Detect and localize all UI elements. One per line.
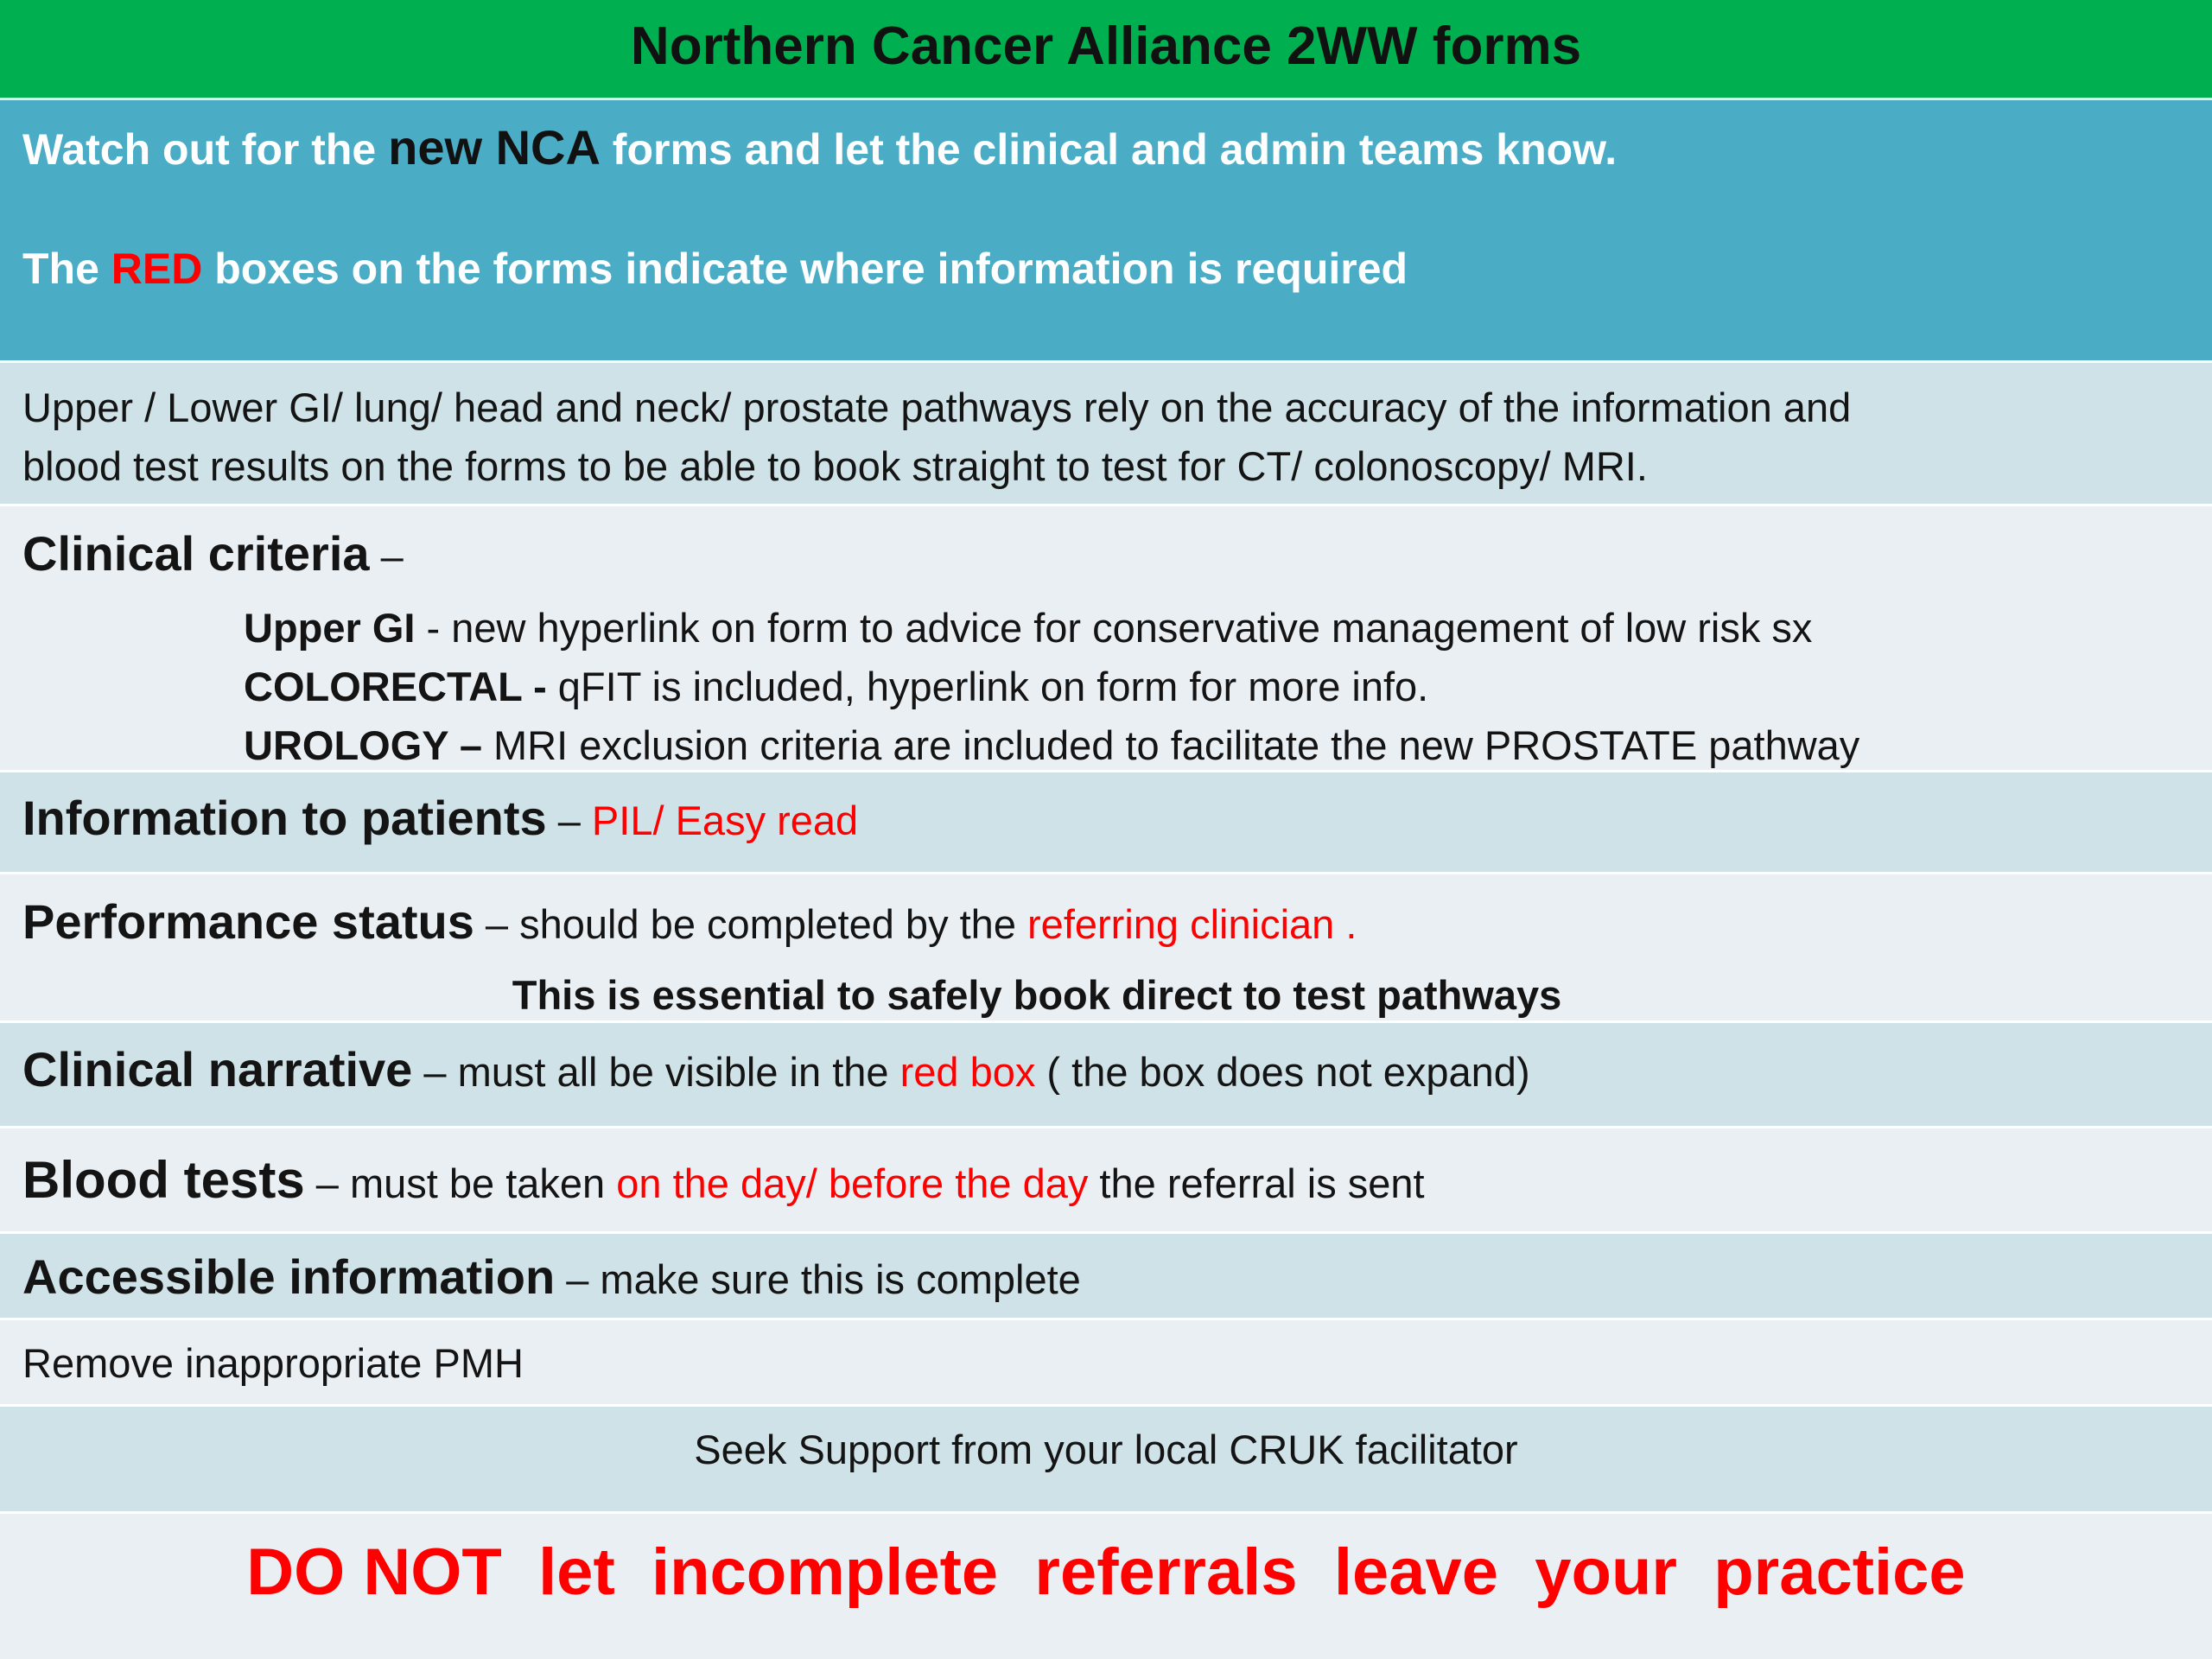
support-text: Seek Support from your local CRUK facilitator bbox=[694, 1427, 1518, 1472]
criteria-item-colorectal: COLORECTAL - qFIT is included, hyperlink on form for more info. bbox=[244, 664, 1429, 709]
red-box-text: red box bbox=[899, 1049, 1036, 1095]
notice-banner bbox=[0, 100, 2212, 363]
blood-tests-heading: Blood tests bbox=[22, 1151, 305, 1209]
banner-line-2: The RED boxes on the forms indicate where information is required bbox=[22, 245, 1408, 293]
clinical-criteria-section bbox=[0, 506, 2212, 772]
pmh-section bbox=[0, 1320, 2212, 1407]
info-patients-section: Information to patients – PIL/ Easy read bbox=[0, 772, 2212, 874]
pathways-section bbox=[0, 363, 2212, 506]
referring-clinician: referring clinician . bbox=[1027, 901, 1357, 947]
banner-line-1: Watch out for the new NCA forms and let the clinical and admin teams know. bbox=[22, 120, 1618, 175]
narrative-section: Clinical narrative – must all be visible in the red box ( the box does not expand) bbox=[0, 1023, 2212, 1128]
support-section bbox=[0, 1407, 2212, 1514]
info-patients-heading: Information to patients bbox=[22, 791, 547, 845]
pathways-line-2: blood test results on the forms to be able to book straight to test for CT/ colonoscopy/ MRI. bbox=[22, 443, 1648, 489]
pathways-line-1: Upper / Lower GI/ lung/ head and neck/ prostate pathways rely on the accuracy of the information and bbox=[22, 385, 1852, 430]
warning-section bbox=[0, 1514, 2212, 1659]
blood-tests-section: Blood tests – must be taken on the day/ before the day the referral is sent bbox=[0, 1128, 2212, 1234]
performance-section: Performance status – should be completed by the referring clinician . This is essential to safely book direct to test pathways bbox=[0, 874, 2212, 1023]
warning-text: DO NOT let incomplete referrals leave your practice bbox=[246, 1535, 1966, 1609]
pmh-text: Remove inappropriate PMH bbox=[22, 1340, 524, 1386]
performance-note: This is essential to safely book direct to test pathways bbox=[512, 972, 1562, 1018]
narrative-heading: Clinical narrative bbox=[22, 1042, 413, 1096]
red-highlight: RED bbox=[111, 245, 203, 293]
accessible-section: Accessible information – make sure this is complete bbox=[0, 1234, 2212, 1320]
criteria-item-upper-gi: Upper GI - new hyperlink on form to advice for conservative management of low risk sx bbox=[244, 605, 1813, 651]
accessible-heading: Accessible information bbox=[22, 1249, 556, 1304]
blood-timing: on the day/ before the day bbox=[616, 1160, 1089, 1206]
pil-easy-read: PIL/ Easy read bbox=[591, 798, 859, 843]
clinical-criteria-heading: Clinical criteria – bbox=[22, 526, 404, 581]
criteria-item-urology: UROLOGY – MRI exclusion criteria are included to facilitate the new PROSTATE pathway bbox=[244, 722, 1860, 768]
performance-heading: Performance status bbox=[22, 894, 474, 949]
new-nca-highlight: new NCA bbox=[388, 120, 601, 175]
page-title: Northern Cancer Alliance 2WW forms bbox=[0, 0, 2212, 100]
